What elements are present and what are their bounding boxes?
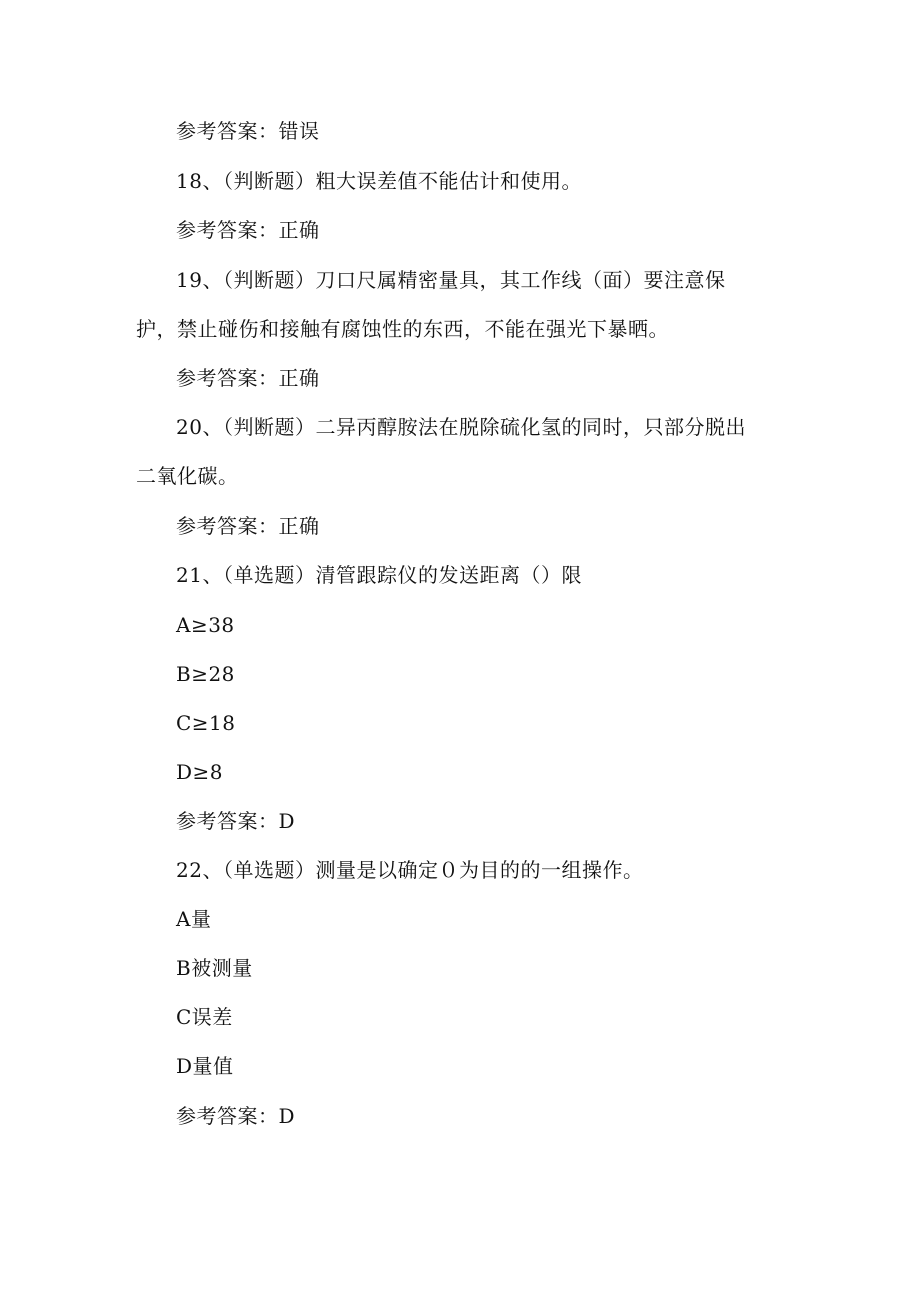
answer-line: 参考答案：正确 <box>176 514 320 538</box>
option-d: D≥8 <box>176 760 224 784</box>
answer-line: 参考答案：错误 <box>176 119 320 143</box>
option-b: B被测量 <box>176 956 253 980</box>
question-20-line-1: 20、（判断题）二异丙醇胺法在脱除硫化氢的同时，只部分脱出 <box>176 415 746 439</box>
question-19-line-1: 19、（判断题）刀口尺属精密量具，其工作线（面）要注意保 <box>176 268 726 292</box>
question-21: 21、（单选题）清管跟踪仪的发送距离（）限 <box>176 563 582 587</box>
option-d: D量值 <box>176 1054 234 1078</box>
option-b: B≥28 <box>176 662 235 686</box>
question-18: 18、（判断题）粗大误差值不能估计和使用。 <box>176 169 582 193</box>
answer-line: 参考答案：正确 <box>176 218 320 242</box>
option-a: A≥38 <box>176 613 235 637</box>
option-c: C≥18 <box>176 711 236 735</box>
answer-line: 参考答案：正确 <box>176 366 320 390</box>
answer-line: 参考答案：D <box>176 1104 296 1128</box>
option-a: A量 <box>176 907 212 931</box>
question-22: 22、（单选题）测量是以确定０为目的的一组操作。 <box>176 858 644 882</box>
option-c: C误差 <box>176 1005 233 1029</box>
answer-line: 参考答案：D <box>176 809 296 833</box>
question-20-line-2: 二氧化碳。 <box>136 464 239 488</box>
question-19-line-2: 护，禁止碰伤和接触有腐蚀性的东西，不能在强光下暴晒。 <box>136 317 669 341</box>
